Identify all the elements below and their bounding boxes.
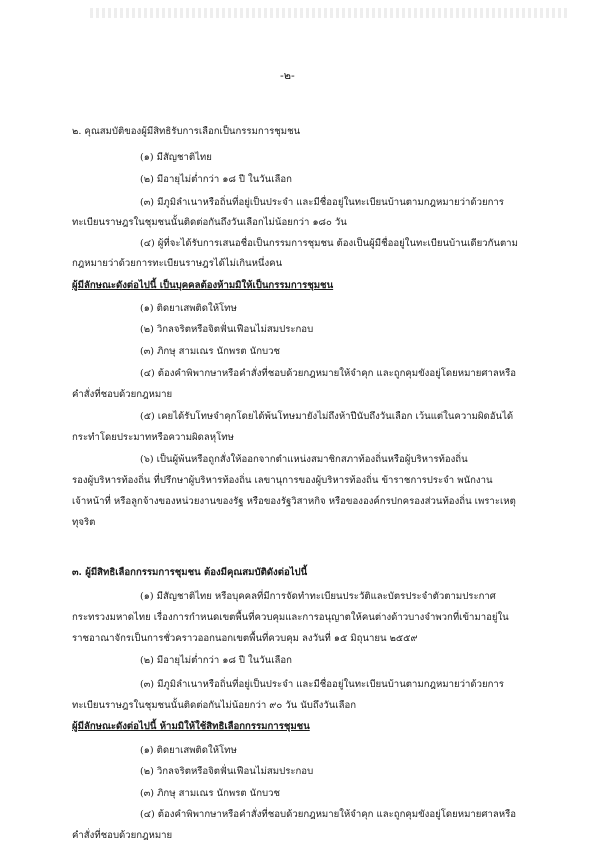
section2-item: (๑) มีสัญชาติไทย xyxy=(140,152,212,163)
section3-item: (๓) มีภูมิลำเนาหรือถิ่นที่อยู่เป็นประจำ และมีชื่ออยู่ในทะเบียนบ้านตามกฎหมายว่าด้วยการ xyxy=(140,679,504,690)
section3-item: (๒) มีอายุไม่ต่ำกว่า ๑๘ ปี ในวันเลือก xyxy=(140,655,292,666)
section2-prohibited-item: (๒) วิกลจริตหรือจิตฟั่นเฟือนไม่สมประกอบ xyxy=(140,324,314,335)
section2-prohibited-heading: ผู้มีลักษณะดังต่อไปนี้ เป็นบุคคลต้องห้ามมิให้เป็นกรรมการชุมชน xyxy=(72,280,334,291)
scan-artifact xyxy=(90,8,570,18)
page-number: -๒- xyxy=(280,69,295,82)
section2-heading: ๒. คุณสมบัติของผู้มีสิทธิรับการเลือกเป็นกรรมการชุมชน xyxy=(72,126,301,137)
section2-prohibited-item: รองผู้บริหารท้องถิ่น ที่ปรึกษาผู้บริหารท้องถิ่น เลขานุการของผู้บริหารท้องถิ่น ข้าราชการประจำ พนักงาน xyxy=(72,475,493,486)
section2-prohibited-item: (๖) เป็นผู้พ้นหรือถูกสั่งให้ออกจากตำแหน่งสมาชิกสภาท้องถิ่นหรือผู้บริหารท้องถิ่น xyxy=(140,454,468,465)
section3-prohibited-item: (๔) ต้องคำพิพากษาหรือคำสั่งที่ชอบด้วยกฎหมายให้จำคุก และถูกคุมขังอยู่โดยหมายศาลหรือ xyxy=(140,809,516,820)
section2-prohibited-item: กระทำโดยประมาทหรือความผิดลหุโทษ xyxy=(72,432,234,443)
section2-prohibited-item: (๑) ติดยาเสพติดให้โทษ xyxy=(140,303,237,314)
section2-prohibited-item: คำสั่งที่ชอบด้วยกฎหมาย xyxy=(72,389,173,400)
section2-item: ทะเบียนราษฎรในชุมชนนั้นติดต่อกันถึงวันเลือกไม่น้อยกว่า ๑๘๐ วัน xyxy=(72,217,347,228)
section2-item: (๓) มีภูมิลำเนาหรือถิ่นที่อยู่เป็นประจำ และมีชื่ออยู่ในทะเบียนบ้านตามกฎหมายว่าด้วยการ xyxy=(140,197,504,208)
section3-prohibited-item: คำสั่งที่ชอบด้วยกฎหมาย xyxy=(72,830,173,841)
section3-prohibited-item: (๒) วิกลจริตหรือจิตฟั่นเฟือนไม่สมประกอบ xyxy=(140,766,314,777)
section3-item: ราชอาณาจักรเป็นการชั่วคราวออกนอกเขตพื้นที่ควบคุม ลงวันที่ ๑๕ มิถุนายน ๒๕๕๙ xyxy=(72,633,418,644)
section2-item: กฎหมายว่าด้วยการทะเบียนราษฎรได้ไม่เกินหนึ่งคน xyxy=(72,258,283,269)
section3-prohibited-heading: ผู้มีลักษณะดังต่อไปนี้ ห้ามมิให้ใช้สิทธิเลือกกรรมการชุมชน xyxy=(72,721,310,732)
section2-prohibited-item: (๔) ต้องคำพิพากษาหรือคำสั่งที่ชอบด้วยกฎหมายให้จำคุก และถูกคุมขังอยู่โดยหมายศาลหรือ xyxy=(140,368,516,379)
section3-prohibited-item: (๓) ภิกษุ สามเณร นักพรต นักบวช xyxy=(140,788,281,799)
section3-prohibited-item: (๑) ติดยาเสพติดให้โทษ xyxy=(140,745,237,756)
section3-item: ทะเบียนราษฎรในชุมชนนั้นติดต่อกันไม่น้อยกว่า ๙๐ วัน นับถึงวันเลือก xyxy=(72,700,357,711)
section2-prohibited-item: (๓) ภิกษุ สามเณร นักพรต นักบวช xyxy=(140,346,281,357)
section2-prohibited-item: (๕) เคยได้รับโทษจำคุกโดยได้พ้นโทษมายังไม่ถึงห้าปีนับถึงวันเลือก เว้นแต่ในความผิดอันได้ xyxy=(140,411,514,422)
section2-prohibited-item: ทุจริต xyxy=(72,517,96,528)
section3-heading: ๓. ผู้มีสิทธิเลือกกรรมการชุมชน ต้องมีคุณสมบัติดังต่อไปนี้ xyxy=(72,567,308,578)
section2-prohibited-item: เจ้าหน้าที่ หรือลูกจ้างของหน่วยงานของรัฐ หรือของรัฐวิสาหกิจ หรือขององค์กรปกครองส่วนท้องถิ่น เพราะเหตุ xyxy=(72,496,516,507)
section3-item: กระทรวงมหาดไทย เรื่องการกำหนดเขตพื้นที่ควบคุมและการอนุญาตให้คนต่างด้าวบางจำพวกที่เข้ามาอยู่ใน xyxy=(72,612,509,623)
section3-item: (๑) มีสัญชาติไทย หรือบุคคลที่มีการจัดทำทะเบียนประวัติและบัตรประจำตัวตามประกาศ xyxy=(140,591,496,602)
section2-item: (๒) มีอายุไม่ต่ำกว่า ๑๘ ปี ในวันเลือก xyxy=(140,174,292,185)
section2-item: (๔) ผู้ที่จะได้รับการเสนอชื่อเป็นกรรมการชุมชน ต้องเป็นผู้มีชื่ออยู่ในทะเบียนบ้านเดียวกันตาม xyxy=(140,238,518,249)
